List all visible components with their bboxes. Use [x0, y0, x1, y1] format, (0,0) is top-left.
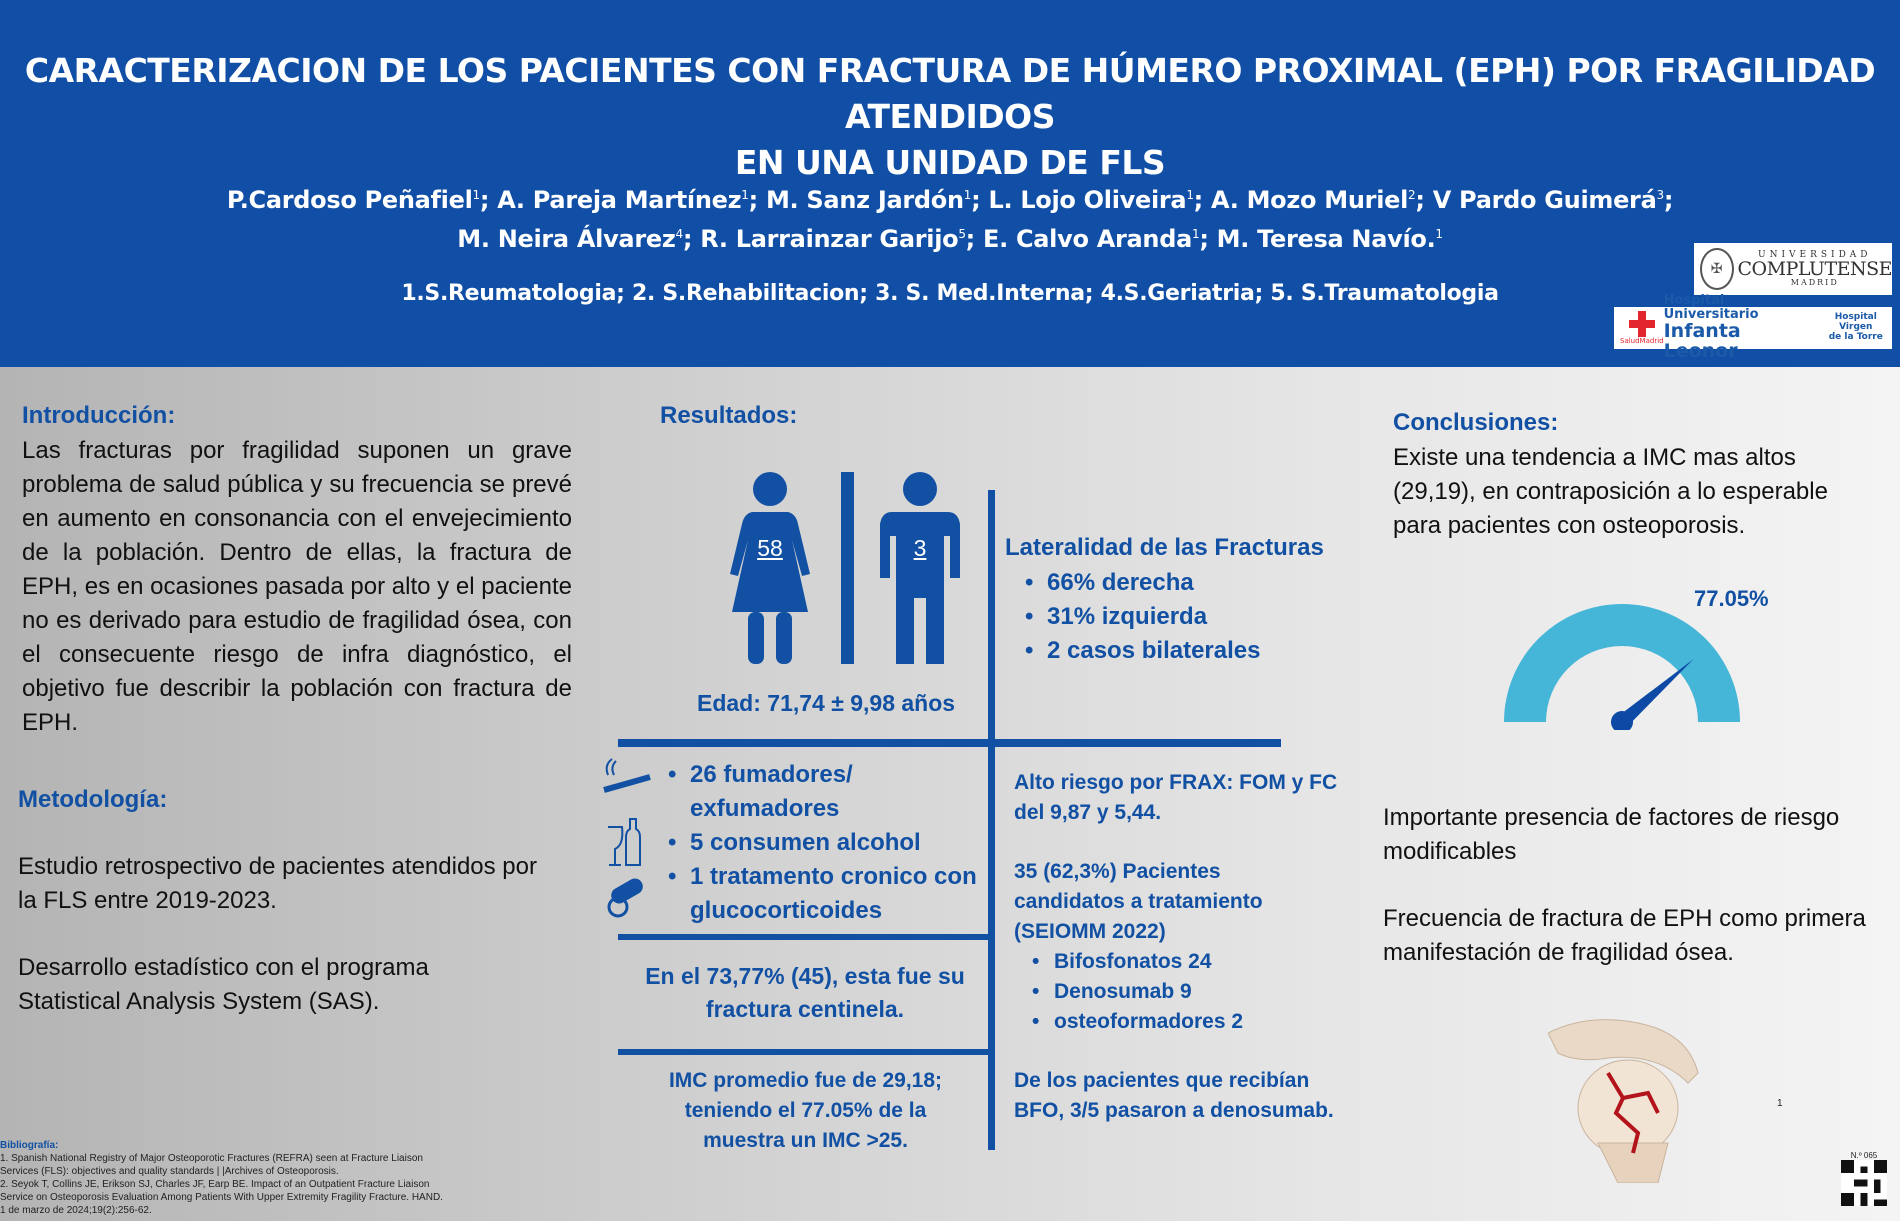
affiliations: 1.S.Reumatologia; 2. S.Rehabilitacion; 3. S. Med.Interna; 4.S.Geriatria; 5. S.Traumatologia — [401, 281, 1499, 306]
imc-stat: IMC promedio fue de 29,18; teniendo el 77.05% de la muestra un IMC >25. — [668, 1069, 943, 1152]
female-figure-icon — [730, 472, 810, 664]
pills-icon — [608, 876, 645, 916]
intro-text: Las fracturas por fragilidad suponen un grave problema de salud pública y su frecuencia se prevé en aumento en consonancia con el envejecimiento de la población. Dentro de ellas, la fractura de EPH, es en ocasiones pasada por alto y el paciente no es derivado para estudio de fragilidad ósea, con el consecuente riesgo de infra diagnóstico, el objetivo fue describir la población con fractura de EPH. — [22, 437, 572, 736]
ucm-logo: ✠ UNIVERSIDAD COMPLUTENSE MADRID — [1694, 243, 1892, 295]
laterality-item: • 2 casos bilaterales — [1025, 634, 1260, 668]
sentinel-stat: En el 73,77% (45), esta fue su fractura centinela. — [645, 963, 965, 1022]
male-figure-icon — [880, 472, 960, 664]
conclusion-text-3: Frecuencia de fractura de EPH como primera manifestación de fragilidad ósea. — [1383, 905, 1866, 966]
treatment-list — [1032, 947, 1243, 1037]
qr-code-icon — [1841, 1160, 1887, 1206]
laterality-item: • 66% derecha — [1025, 566, 1260, 600]
conclusion-text-1: Existe una tendencia a IMC mas altos (29,19), en contraposición a lo esperable para pacientes con osteoporosis. — [1393, 444, 1828, 539]
candidates-stat: 35 (62,3%) Pacientes candidatos a tratamiento (SEIOMM 2022) — [1014, 860, 1263, 943]
method-text-2: Desarrollo estadístico con el programa Statistical Analysis System (SAS). — [18, 954, 429, 1015]
figure-note: 1 — [1777, 1098, 1783, 1109]
authors-line-2: M. Neira Álvarez$^4$; R. Larrainzar Garijo$^5$; E. Calvo Aranda$^1$; M. Teresa Navío.$^1$ — [457, 225, 1443, 253]
male-count: 3 — [913, 535, 927, 561]
qr-block — [1836, 1151, 1892, 1210]
alcohol-icon — [608, 819, 640, 865]
authors-line-1: P.Cardoso Peñafiel$^1$; A. Pareja Martínez$^1$; M. Sanz Jardón$^1$; L. Lojo Oliveira$^1$; A. Mozo Muriel$^2$; V Pardo Guimerá$^3$; — [226, 186, 1674, 214]
laterality-list — [1025, 566, 1260, 668]
laterality-heading: Lateralidad de las Fracturas — [1005, 534, 1324, 561]
gauge-label: 77.05% — [1694, 586, 1769, 611]
frax-stat: Alto riesgo por FRAX: FOM y FC del 9,87 y 5,44. — [1014, 771, 1338, 824]
age-stat: Edad: 71,74 ± 9,98 años — [697, 690, 956, 716]
treatment-item: • Bifosfonatos 24 — [1032, 947, 1243, 977]
treatment-item: • Denosumab 9 — [1032, 977, 1243, 1007]
risk-factor-item: • 1 tratamento cronico con glucocorticoides — [668, 860, 978, 928]
laterality-item: • 31% izquierda — [1025, 600, 1260, 634]
gender-divider — [841, 472, 854, 664]
shoulder-fracture-illustration — [1548, 1013, 1708, 1183]
risk-factor-item: • 26 fumadores/ exfumadores — [668, 758, 978, 826]
bfo-stat: De los pacientes que recibían BFO, 3/5 pasaron a denosumab. — [1014, 1069, 1334, 1122]
title-line-2: EN UNA UNIDAD DE FLS — [734, 143, 1166, 182]
title-line-1: CARACTERIZACION DE LOS PACIENTES CON FRACTURA DE HÚMERO PROXIMAL (EPH) POR FRAGILIDAD ATENDIDOS — [24, 51, 1876, 136]
cigarette-icon — [604, 759, 650, 790]
treatment-item: • osteoformadores 2 — [1032, 1007, 1243, 1037]
method-text-1: Estudio retrospectivo de pacientes atendidos por la FLS entre 2019-2023. — [18, 853, 537, 914]
horizontal-divider-3 — [618, 1049, 990, 1055]
header-banner — [0, 0, 1900, 367]
medical-cross-icon — [1629, 311, 1655, 337]
horizontal-divider-2 — [618, 934, 990, 940]
conclusion-text-2: Importante presencia de factores de riesgo modificables — [1383, 804, 1840, 865]
ucm-seal-icon: ✠ — [1700, 248, 1734, 290]
conclusions-heading: Conclusiones: — [1393, 409, 1559, 436]
risk-factor-item: • 5 consumen alcohol — [668, 826, 978, 860]
results-heading: Resultados: — [660, 402, 798, 429]
hospital-logo: SaludMadrid Hospital Universitario Infanta Leonor Hospital Virgen de la Torre — [1614, 307, 1892, 349]
gauge-arc — [1504, 604, 1740, 722]
poster-number: N.º 065 — [1850, 1151, 1878, 1160]
poster-title — [0, 48, 1900, 186]
risk-factor-list — [668, 758, 978, 928]
risk-icons — [600, 755, 660, 925]
bibliography: Bibliografía: 1. Spanish National Registry of Major Osteoporotic Fractures (REFRA) seen at Fracture Liaison Services (FLS): objectives and quality standards | |Archives of Osteoporosis. 2. Seyok T, Collins JE, Erikson SJ, Charles JF, Earp BE. Impact of an Outpatient Fracture Liaison Service on Osteoporosis Evaluation Among Patients With Upper Extremity Fragility Fracture. HAND. 1 de marzo de 2024;19(2):256-62. — [0, 1140, 443, 1216]
imc-gauge — [1500, 600, 1744, 730]
horizontal-divider-1 — [618, 739, 1281, 747]
intro-heading: Introducción: — [22, 402, 176, 429]
gender-figures — [718, 470, 988, 666]
method-heading: Metodología: — [18, 786, 168, 813]
female-count: 58 — [757, 535, 783, 561]
authors — [0, 178, 1900, 256]
